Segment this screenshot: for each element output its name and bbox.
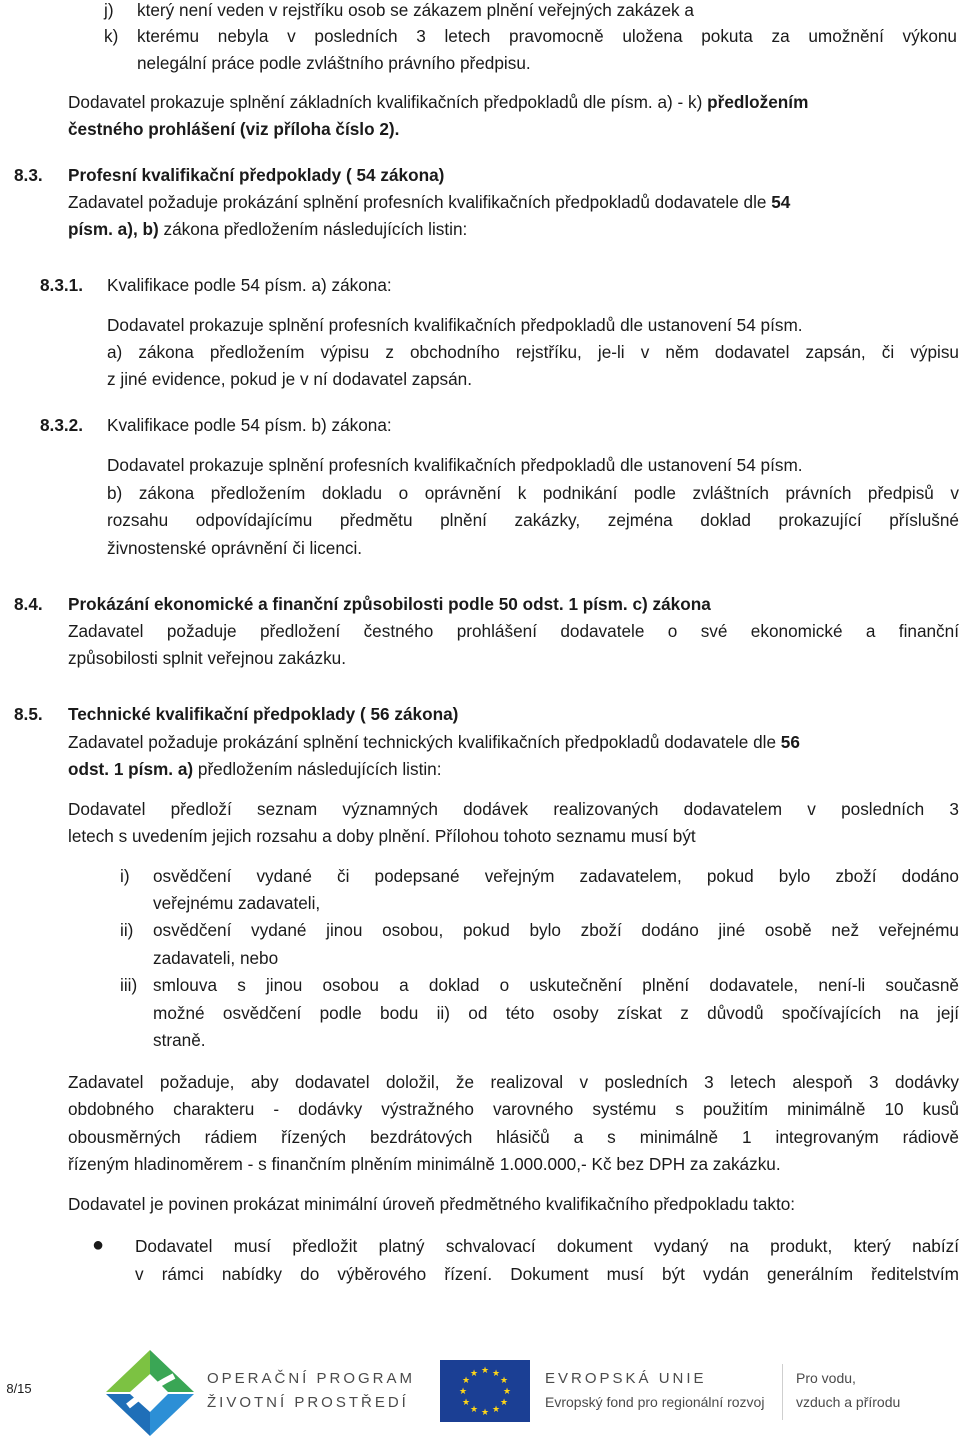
text-line: Dodavatel je povinen prokázat minimální úroveň předmětného kvalifikačního předpokladu takto: bbox=[68, 1194, 796, 1214]
text-line: a) zákona předložením výpisu z obchodního rejstříku, je-li v něm dodavatel zapsán, či výpisu bbox=[107, 342, 959, 362]
svg-text:★: ★ bbox=[461, 1398, 471, 1408]
section-heading: Prokázání ekonomické a finanční způsobilosti podle 50 odst. 1 písm. c) zákona bbox=[68, 594, 711, 614]
text-line: osvědčení vydané jinou osobou, pokud bylo zboží dodáno jiné osobě než veřejnému bbox=[153, 920, 959, 940]
text-line: živnostenské oprávnění či licenci. bbox=[107, 538, 363, 558]
list-marker-ii: ii) bbox=[120, 920, 134, 940]
svg-text:★: ★ bbox=[458, 1387, 468, 1397]
text-line: Zadavatel požaduje předložení čestného prohlášení dodavatele o své ekonomické a finanční bbox=[68, 621, 959, 641]
section-heading: Kvalifikace podle 54 písm. b) zákona: bbox=[107, 415, 392, 435]
text-line: řízeným hladinoměrem - s finančním plněním minimálně 1.000.000,- Kč bez DPH za zakázku. bbox=[68, 1154, 781, 1174]
list-marker-iii: iii) bbox=[120, 975, 138, 995]
section-number: 8.3. bbox=[14, 165, 43, 185]
text-line: obousměrných rádiem řízených bezdrátových hlásičů a s minimálně 1 integrovaným rádiově bbox=[68, 1127, 959, 1147]
text-line: možné osvědčení podle bodu ii) od této osoby získat z důvodů spočívajících na její bbox=[153, 1003, 959, 1023]
motto-line2: vzduch a přírodu bbox=[796, 1394, 901, 1410]
text-line: Dodavatel prokazuje splnění základních kvalifikačních předpokladů dle písm. a) - k) předložením bbox=[68, 92, 809, 112]
text-line: Dodavatel musí předložit platný schvalovací dokument vydaný na produkt, který nabízí bbox=[135, 1236, 959, 1256]
text-line: straně. bbox=[153, 1030, 206, 1050]
text-line: Zadavatel požaduje prokázání splnění technických kvalifikačních předpokladů dodavatele dle 56 bbox=[68, 732, 800, 752]
motto-line1: Pro vodu, bbox=[796, 1370, 856, 1386]
text-line: rozsahu odpovídajícímu předmětu plnění zakázky, zejména doklad prokazující příslušné bbox=[107, 510, 959, 530]
text-line: osvědčení vydané či podepsané veřejným zadavatelem, pokud bylo zboží dodáno bbox=[153, 866, 959, 886]
section-heading: Technické kvalifikační předpoklady ( 56 zákona) bbox=[68, 704, 459, 724]
section-heading: Profesní kvalifikační předpoklady ( 54 zákona) bbox=[68, 165, 445, 185]
text-line: kterému nebyla v posledních 3 letech pravomocně uložena pokuta za umožnění výkonu bbox=[137, 26, 957, 46]
section-number: 8.3.2. bbox=[40, 415, 84, 435]
svg-text:★: ★ bbox=[499, 1376, 509, 1386]
text-line: Dodavatel prokazuje splnění profesních kvalifikačních předpokladů dle ustanovení 54 písm. bbox=[107, 315, 803, 335]
text-line: z jiné evidence, pokud je v ní dodavatel zapsán. bbox=[107, 369, 472, 389]
list-marker-j: j) bbox=[104, 0, 114, 20]
text-line: čestného prohlášení (viz příloha číslo 2). bbox=[68, 119, 400, 139]
svg-text:★: ★ bbox=[499, 1398, 509, 1408]
text-line: Dodavatel prokazuje splnění profesních kvalifikačních předpokladů dle ustanovení 54 písm. bbox=[107, 455, 803, 475]
text-line: v rámci nabídky do výběrového řízení. Dokument musí být vydán generálním ředitelstvím bbox=[135, 1264, 959, 1284]
list-marker-i: i) bbox=[120, 866, 130, 886]
svg-text:★: ★ bbox=[469, 1369, 479, 1379]
list-marker-k: k) bbox=[104, 26, 119, 46]
op-zp-logo-icon bbox=[104, 1348, 196, 1438]
footer-divider bbox=[782, 1364, 783, 1420]
section-number: 8.3.1. bbox=[40, 275, 84, 295]
section-number: 8.4. bbox=[14, 594, 43, 614]
text-line: nelegální práce podle zvláštního právního předpisu. bbox=[137, 53, 531, 73]
text-line: smlouva s jinou osobou a doklad o uskutečnění plnění dodavatele, není-li současně bbox=[153, 975, 959, 995]
text-line: Dodavatel předloží seznam významných dodávek realizovaných dodavatelem v posledních 3 bbox=[68, 799, 959, 819]
svg-text:★: ★ bbox=[480, 1408, 490, 1418]
text-line: veřejnému zadavateli, bbox=[153, 893, 321, 913]
text-line: který není veden v rejstříku osob se zákazem plnění veřejných zakázek a bbox=[137, 0, 694, 20]
text-line: způsobilosti splnit veřejnou zakázku. bbox=[68, 648, 347, 668]
eu-title-line1: EVROPSKÁ UNIE bbox=[545, 1370, 707, 1387]
section-heading: Kvalifikace podle 54 písm. a) zákona: bbox=[107, 275, 392, 295]
eu-title-line2: Evropský fond pro regionální rozvoj bbox=[545, 1394, 765, 1410]
text-line: zadavateli, nebo bbox=[153, 948, 279, 968]
text-line: odst. 1 písm. a) předložením následujících listin: bbox=[68, 759, 442, 779]
text-line: obdobného charakteru - dodávky výstražného varovného systému s použitím minimálně 10 kusů bbox=[68, 1099, 959, 1119]
op-title-line1: OPERAČNÍ PROGRAM bbox=[207, 1370, 416, 1387]
svg-text:★: ★ bbox=[502, 1387, 512, 1397]
text-line: b) zákona předložením dokladu o oprávnění k podnikání podle zvláštních právních předpisů v bbox=[107, 483, 959, 503]
text-line: letech s uvedením jejich rozsahu a doby plnění. Přílohou tohoto seznamu musí být bbox=[68, 826, 696, 846]
text-line: písm. a), b) zákona předložením následujících listin: bbox=[68, 219, 468, 239]
page-number: 8/15 bbox=[6, 1381, 32, 1396]
eu-flag-icon bbox=[440, 1360, 530, 1422]
svg-text:★: ★ bbox=[491, 1369, 501, 1379]
bullet-icon: ● bbox=[92, 1234, 105, 1256]
svg-text:★: ★ bbox=[469, 1405, 479, 1415]
op-title-line2: ŽIVOTNÍ PROSTŘEDÍ bbox=[207, 1394, 409, 1411]
svg-text:★: ★ bbox=[461, 1376, 471, 1386]
text-line: Zadavatel požaduje prokázání splnění profesních kvalifikačních předpokladů dodavatele dle 54 bbox=[68, 192, 791, 212]
text-line: Zadavatel požaduje, aby dodavatel doložil, že realizoval v posledních 3 letech alespoň 3 dodávky bbox=[68, 1072, 959, 1092]
svg-text:★: ★ bbox=[480, 1366, 490, 1376]
section-number: 8.5. bbox=[14, 704, 43, 724]
svg-text:★: ★ bbox=[491, 1405, 501, 1415]
